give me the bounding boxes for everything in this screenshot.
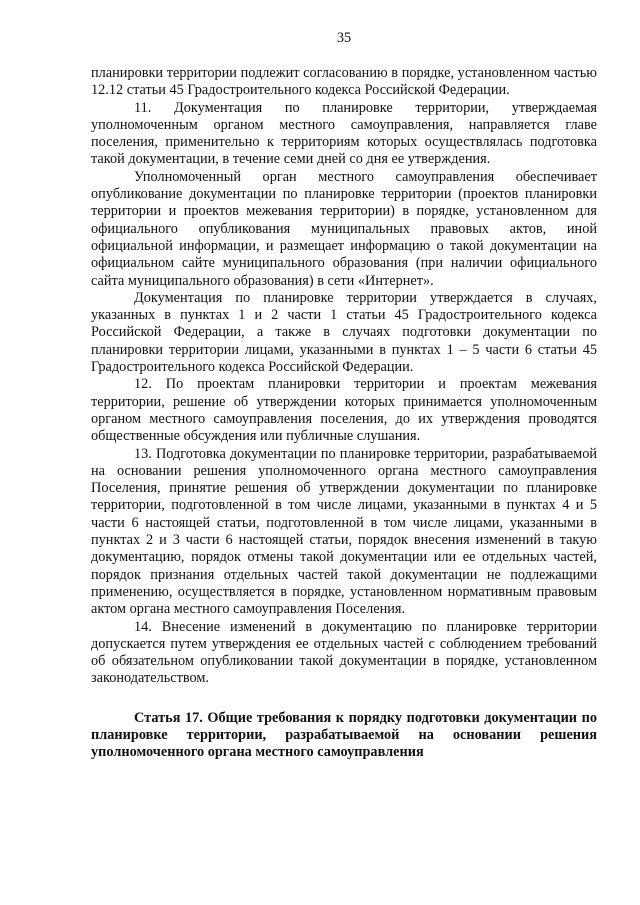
page-number: 35 (336, 30, 352, 46)
paragraph-item-14: 14. Внесение изменений в документацию по планировке территории допускается путем утверждения ее отдельных частей с соблюдением требований об обязательном опубликовании такой документации в порядке, установленном законодательством. (91, 618, 597, 687)
paragraph-item-13: 13. Подготовка документации по планировке территории, разрабатываемой на основании решения уполномоченного органа местного самоуправления Поселения, принятие решения об утверждении документации по планировке территории, подготовленной в том числе лицами, указанными в пунктах 4 и 5 части 6 настоящей статьи, подготовленной в том числе лицами, указанными в пунктах 2 и 3 части 6 настоящей статьи, порядок внесения изменений в такую документацию, порядок отмены такой документации или ее отдельных частей, порядок признания отдельных частей такой документации не подлежащими применению, осуществляется в порядке, установленном нормативным правовым актом органа местного самоуправления Поселения. (91, 445, 597, 618)
paragraph-approval-cases: Документация по планировке территории утверждается в случаях, указанных в пунктах 1 и 2 части 1 статьи 45 Градостроительного кодекса Российской Федерации, а также в случаях подготовки документации по планировки территории лицами, указанными в пунктах 1 – 5 части 6 статьи 45 Градостроительного кодекса Российской Федерации. (91, 289, 597, 376)
paragraph-item-11: 11. Документация по планировке территории, утверждаемая уполномоченным органом местного самоуправления, направляется главе поселения, применительно к территориям которых осуществлялась подготовка такой документации, в течение семи дней со дня ее утверждения. (91, 99, 597, 168)
paragraph-continuation: планировки территории подлежит согласованию в порядке, установленном частью 12.12 статьи 45 Градостроительного кодекса Российской Федерации. (91, 65, 597, 99)
article-heading: Статья 17. Общие требования к порядку подготовки документации по планировке территории, разрабатываемой на основании решения уполномоченного органа местного самоуправления (91, 709, 597, 761)
paragraph-publication: Уполномоченный орган местного самоуправления обеспечивает опубликование документации по планировке территории (проектов планировки территории и проектов межевания территории) в порядке, установленном для официального опубликования муниципальных правовых актов, иной официальной информации, и размещает информацию о такой документации на официальном сайте муниципального образования (при наличии официального сайта муниципального образования) в сети «Интернет». (91, 168, 597, 289)
paragraph-item-12: 12. По проектам планировки территории и проектам межевания территории, решение об утверждении которых принимается уполномоченным органом местного самоуправления поселения, до их утверждения проводятся общественные обсуждения или публичные слушания. (91, 376, 597, 445)
